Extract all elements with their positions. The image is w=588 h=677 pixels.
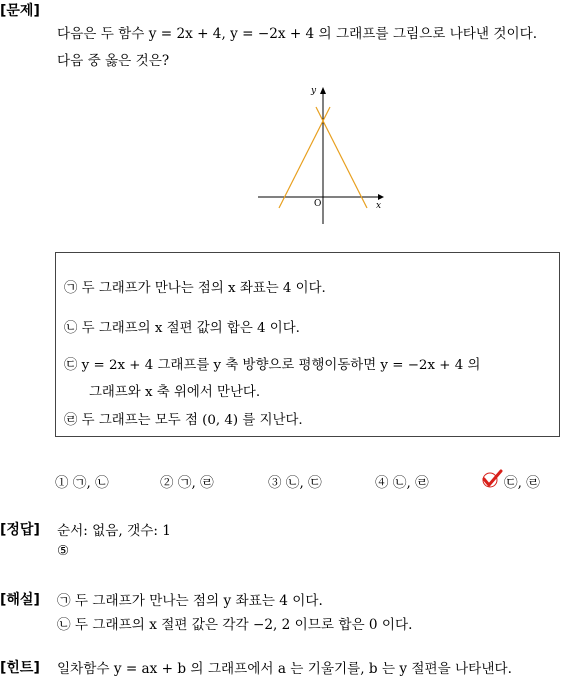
statement-1: ㉠ 두 그래프가 만나는 점의 x 좌표는 4 이다. — [64, 281, 326, 296]
line-y-2x-plus-4 — [279, 107, 330, 208]
problem-tag: [문제] — [0, 3, 40, 19]
choice-4[interactable]: ④ ㉡, ㉣ — [375, 475, 429, 491]
explanation-line-2: ㉡ 두 그래프의 x 절편 값은 각각 −2, 2 이므로 합은 0 이다. — [57, 617, 413, 633]
choice-2[interactable]: ② ㉠, ㉣ — [160, 475, 214, 491]
statements-box — [55, 252, 560, 437]
hint-tag: [힌트] — [0, 660, 40, 676]
problem-text-line-1: 다음은 두 함수 y = 2x + 4, y = −2x + 4 의 그래프를 그림으로 나타낸 것이다. — [57, 26, 538, 42]
answer-line-2: ⑤ — [57, 543, 70, 559]
choice-3[interactable]: ③ ㉡, ㉢ — [268, 475, 322, 491]
origin-label: O — [314, 199, 322, 209]
statement-2: ㉡ 두 그래프의 x 절편 값의 합은 4 이다. — [64, 321, 300, 336]
problem-text-line-2: 다음 중 옳은 것은? — [57, 53, 170, 69]
y-axis-label: y — [311, 86, 317, 96]
explanation-tag: [해설] — [0, 592, 40, 608]
hint-line-1: 일차함수 y = ax + b 의 그래프에서 a 는 기울기를, b 는 y 절편을 나타낸다. — [57, 661, 512, 677]
statement-3-line-2: 그래프와 x 축 위에서 만난다. — [89, 385, 261, 400]
line-y-neg2x-plus-4 — [316, 107, 367, 208]
x-axis-arrow — [378, 194, 384, 200]
choice-1[interactable]: ① ㉠, ㉡ — [55, 475, 109, 491]
answer-tag: [정답] — [0, 522, 40, 538]
statement-4: ㉣ 두 그래프는 모두 점 (0, 4) 를 지난다. — [64, 413, 303, 428]
statement-3-line-1: ㉢ y = 2x + 4 그래프를 y 축 방향으로 평행이동하면 y = −2x + 4 의 — [64, 358, 481, 373]
choice-5[interactable]: ㉢, ㉣ — [504, 475, 540, 491]
explanation-line-1: ㉠ 두 그래프가 만나는 점의 y 좌표는 4 이다. — [57, 593, 323, 609]
function-graph — [250, 82, 390, 227]
answer-line-1: 순서: 없음, 갯수: 1 — [57, 523, 171, 539]
y-axis-arrow — [320, 87, 326, 94]
checkmark-icon — [481, 468, 503, 490]
x-axis-label: x — [376, 201, 382, 211]
